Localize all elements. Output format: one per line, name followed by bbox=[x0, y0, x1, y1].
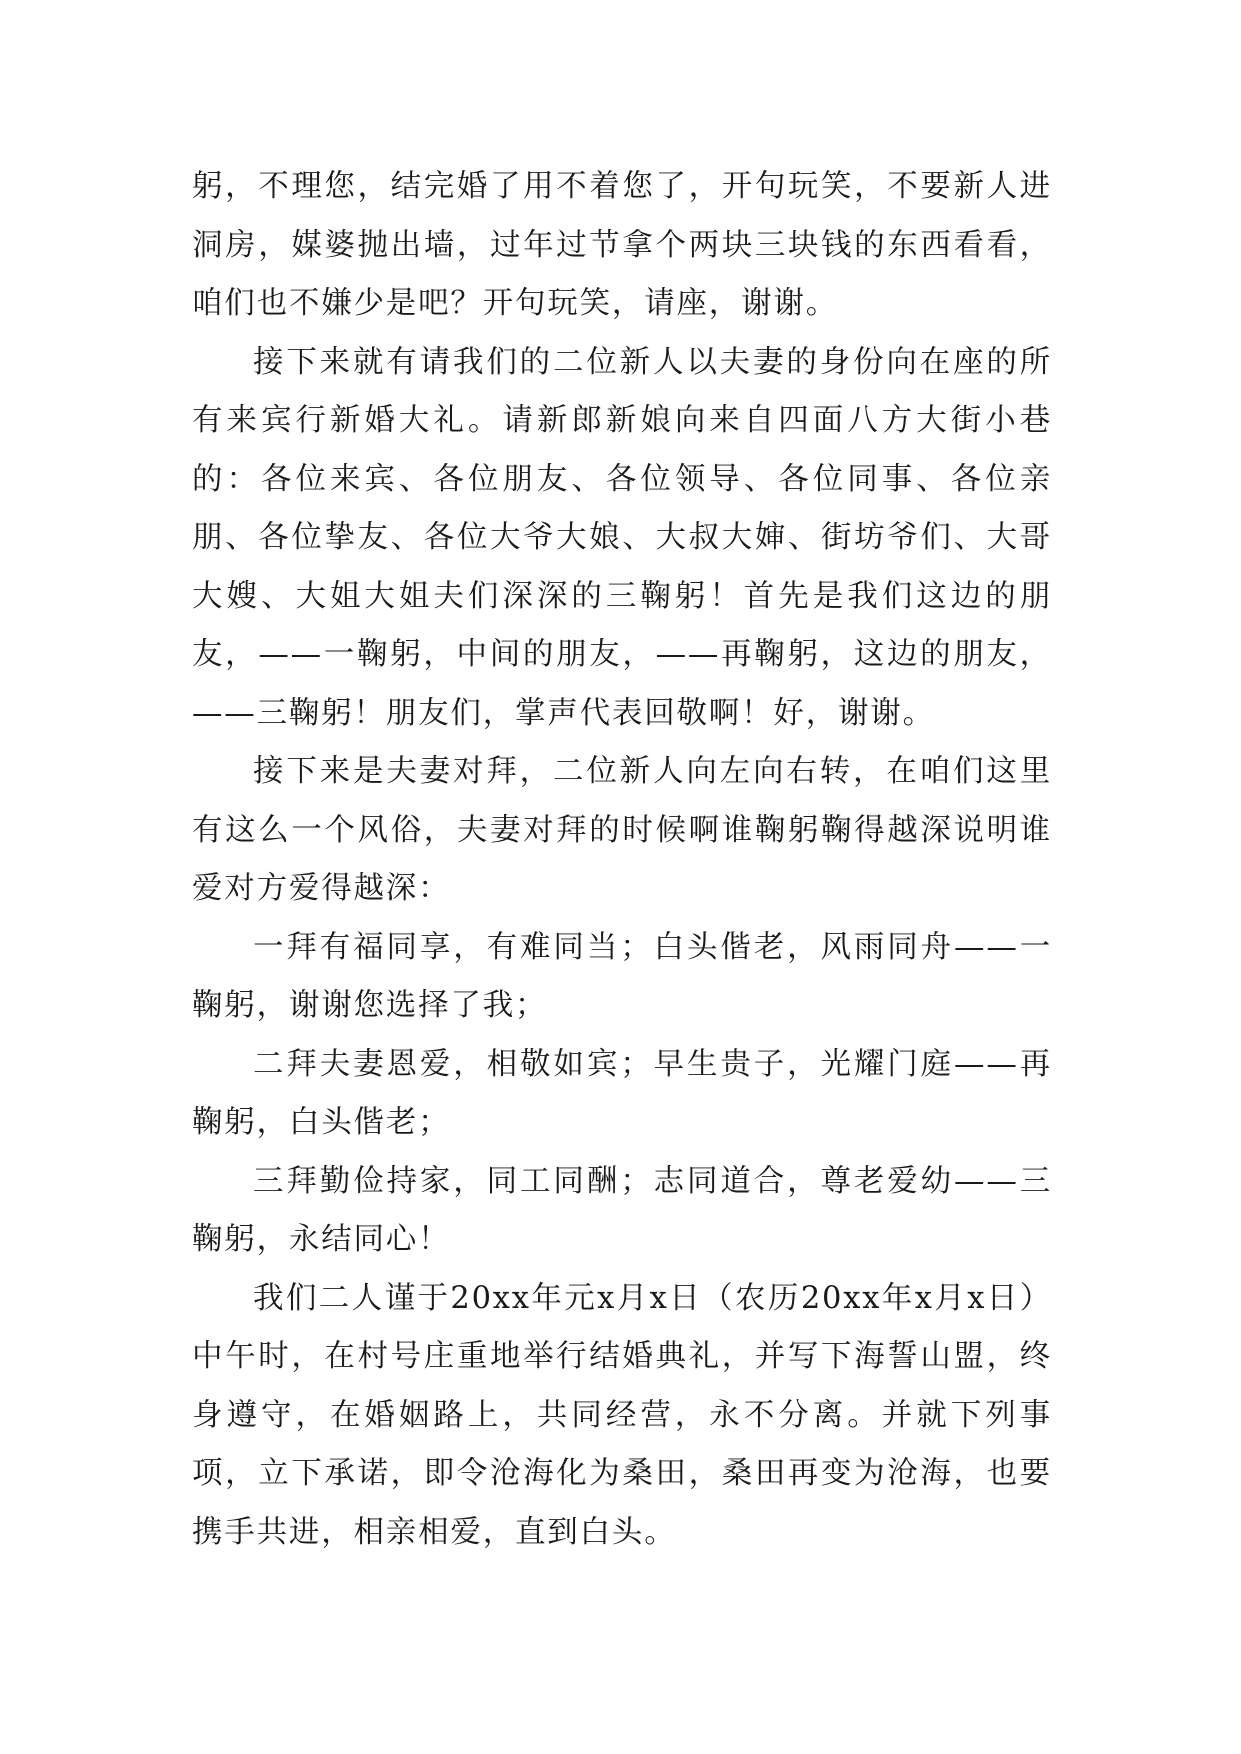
paragraph-first-bow: 一拜有福同享，有难同当；白头偕老，风雨同舟——一鞠躬，谢谢您选择了我； bbox=[192, 929, 1052, 1023]
paragraph-couple-bow-intro: 接下来是夫妻对拜，二位新人向左向右转，在咱们这里有这么一个风俗，夫妻对拜的时候啊谁鞠躬鞠得越深说明谁爱对方爱得越深： bbox=[192, 754, 1052, 906]
paragraph-third-bow: 三拜勤俭持家，同工同酬；志同道合，尊老爱幼——三鞠躬，永结同心！ bbox=[192, 1163, 1052, 1257]
paragraph-vow: 我们二人谨于20xx年元x月x日（农历20xx年x月x日）中午时，在村号庄重地举行结婚典礼，并写下海誓山盟，终身遵守，在婚姻路上，共同经营，永不分离。并就下列事项，立下承诺，即令沧海化为桑田，桑田再变为沧海，也要携手共进，相亲相爱，直到白头。 bbox=[192, 1280, 1052, 1550]
paragraph-second-bow: 二拜夫妻恩爱，相敬如宾；早生贵子，光耀门庭——再鞠躬，白头偕老； bbox=[192, 1046, 1052, 1140]
paragraph-wedding-bow: 接下来就有请我们的二位新人以夫妻的身份向在座的所有来宾行新婚大礼。请新郎新娘向来自四面八方大街小巷的：各位来宾、各位朋友、各位领导、各位同事、各位亲朋、各位挚友、各位大爷大娘、大叔大婶、街坊爷们、大哥大嫂、大姐大姐夫们深深的三鞠躬！首先是我们这边的朋友，——一鞠躬，中间的朋友，——再鞠躬，这边的朋友，——三鞠躬！朋友们，掌声代表回敬啊！好，谢谢。 bbox=[192, 344, 1052, 731]
paragraph-continued: 躬，不理您，结完婚了用不着您了，开句玩笑，不要新人进洞房，媒婆抛出墙，过年过节拿个两块三块钱的东西看看，咱们也不嫌少是吧？开句玩笑，请座，谢谢。 bbox=[192, 169, 1052, 321]
document-body bbox=[192, 158, 1052, 1562]
